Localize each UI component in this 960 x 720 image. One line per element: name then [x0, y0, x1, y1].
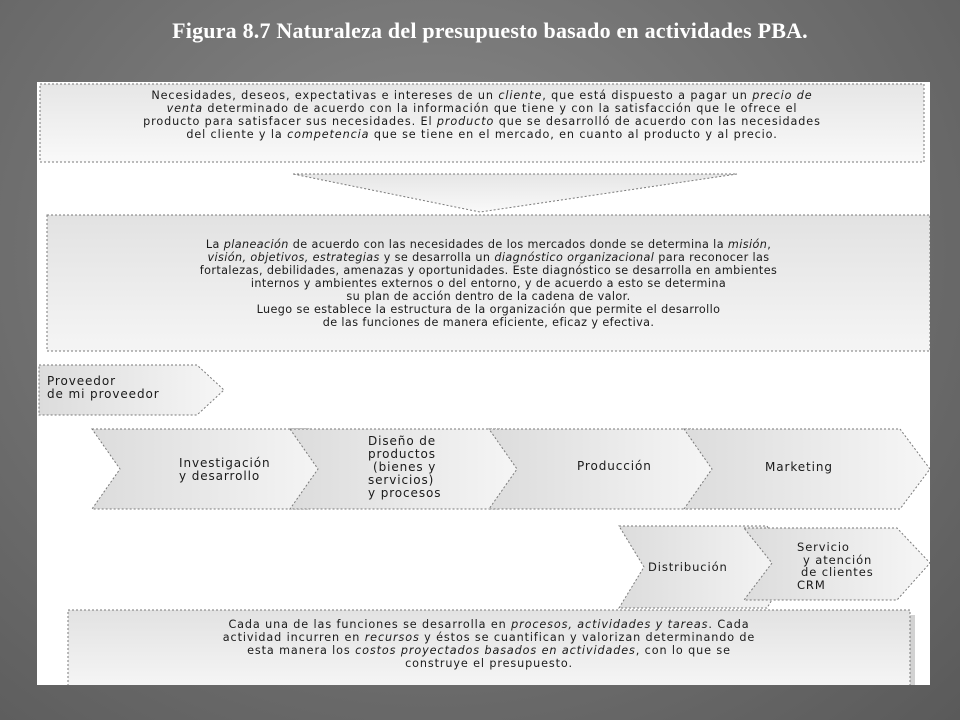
text-segment: ,	[767, 238, 772, 251]
italic-term: precio de	[752, 89, 813, 102]
planeacion-line-0	[47, 238, 930, 251]
planeacion-line-4	[47, 290, 930, 303]
text-segment: que se desarrolló de acuerdo con las necesidades	[494, 115, 821, 128]
italic-term: misión	[727, 238, 768, 251]
text-segment: fortalezas, debilidades, amenazas y oportunidades. Este diagnóstico se desarrolla en ambientes	[199, 264, 778, 277]
text-segment: construye el presupuesto.	[405, 657, 573, 670]
text-segment: y éstos se cuantifican y valorizan determinando de	[419, 631, 756, 644]
funciones-text	[68, 618, 910, 670]
chain-label-2-line-2: (bienes y	[373, 460, 437, 474]
chain-label-2-line-3: servicios)	[368, 473, 435, 487]
funciones-line-0	[68, 618, 910, 631]
text-segment: determinado de acuerdo con la información que tiene y con la satisfacción que le ofrece el	[202, 102, 798, 115]
italic-term: competencia	[287, 128, 370, 141]
chain-label-2-line-0: Diseño de	[368, 434, 437, 448]
italic-term: cliente	[498, 89, 543, 102]
text-segment: que se tiene en el mercado, en cuanto al producto y al precio.	[369, 128, 778, 141]
italic-term: recursos	[364, 631, 420, 644]
chain-label-2-line-1: productos	[368, 447, 436, 461]
chain-label-3	[577, 460, 687, 473]
servicio-line-2: de clientes	[801, 565, 874, 579]
servicio-line-0: Servicio	[797, 540, 850, 554]
funciones-line-3	[68, 657, 910, 670]
text-segment: y se desarrolla un	[379, 251, 495, 264]
cliente-line-2	[40, 115, 924, 128]
planeacion-line-3	[47, 277, 930, 290]
text-segment: producto para satisfacer sus necesidades. El	[143, 115, 437, 128]
text-segment: Luego se establece la estructura de la organización que permite el desarrollo	[256, 303, 721, 316]
text-segment: para reconocer las	[654, 251, 770, 264]
text-segment: del cliente y la	[186, 128, 288, 141]
cliente-line-0	[40, 89, 924, 102]
text-segment: Necesidades, deseos, expectativas e intereses de un	[151, 89, 499, 102]
planeacion-line-6	[47, 316, 930, 329]
cliente-line-3	[40, 128, 924, 141]
proveedor-line-0: Proveedor	[47, 374, 116, 388]
text-segment: La	[205, 238, 224, 251]
text-segment: de acuerdo con las necesidades de los mercados donde se determina la	[288, 238, 728, 251]
servicio-label	[797, 541, 907, 591]
planeacion-line-2	[47, 264, 930, 277]
italic-term: venta	[166, 102, 203, 115]
chain-label-4	[765, 461, 875, 474]
proveedor-label	[47, 375, 207, 401]
proveedor-line-1: de mi proveedor	[47, 387, 160, 401]
italic-term: diagnóstico organizacional	[494, 251, 655, 264]
text-segment: , con lo que se	[635, 644, 731, 657]
chain-label-2-line-4: y procesos	[368, 486, 442, 500]
text-segment: , que está dispuesto a pagar un	[542, 89, 753, 102]
text-segment: de las funciones de manera eficiente, eficaz y efectiva.	[322, 316, 655, 329]
planeacion-line-1	[47, 251, 930, 264]
text-segment: internos y ambientes externos o del entorno, y de acuerdo a esto se determina	[250, 277, 727, 290]
text-segment: actividad incurren en	[222, 631, 365, 644]
page-title: Figura 8.7 Naturaleza del presupuesto basado en actividades PBA.	[172, 18, 808, 43]
text-segment: Cada una de las funciones se desarrolla en	[228, 618, 512, 631]
text-segment: . Cada	[708, 618, 750, 631]
servicio-line-3: CRM	[797, 577, 826, 592]
funciones-line-2	[68, 644, 910, 657]
italic-term: producto	[436, 115, 495, 128]
chain-label-1	[179, 457, 319, 483]
planeacion-text	[47, 238, 930, 329]
distribucion-line-0: Distribución	[648, 560, 728, 574]
text-segment: su plan de acción dentro de la cadena de valor.	[346, 290, 631, 303]
text-segment: esta manera los	[247, 644, 356, 657]
planeacion-line-5	[47, 303, 930, 316]
distribucion-label	[648, 561, 758, 574]
chain-label-4-line-0: Marketing	[765, 460, 833, 474]
italic-term: visión, objetivos, estrategias	[207, 251, 380, 264]
servicio-line-1: y atención	[803, 552, 873, 567]
funciones-line-1	[68, 631, 910, 644]
cliente-line-1	[40, 102, 924, 115]
italic-term: planeación	[223, 238, 289, 251]
diagram-canvas	[37, 82, 930, 685]
italic-term: costos proyectados basados en actividades	[355, 644, 636, 657]
cliente-text	[40, 89, 924, 141]
down-arrow-icon	[293, 174, 737, 212]
italic-term: procesos, actividades y tareas	[511, 618, 709, 631]
chain-label-2	[368, 435, 498, 500]
chain-label-1-line-0: Investigación	[179, 456, 271, 470]
chain-label-3-line-0: Producción	[577, 459, 652, 473]
chain-label-1-line-1: y desarrollo	[179, 469, 261, 483]
